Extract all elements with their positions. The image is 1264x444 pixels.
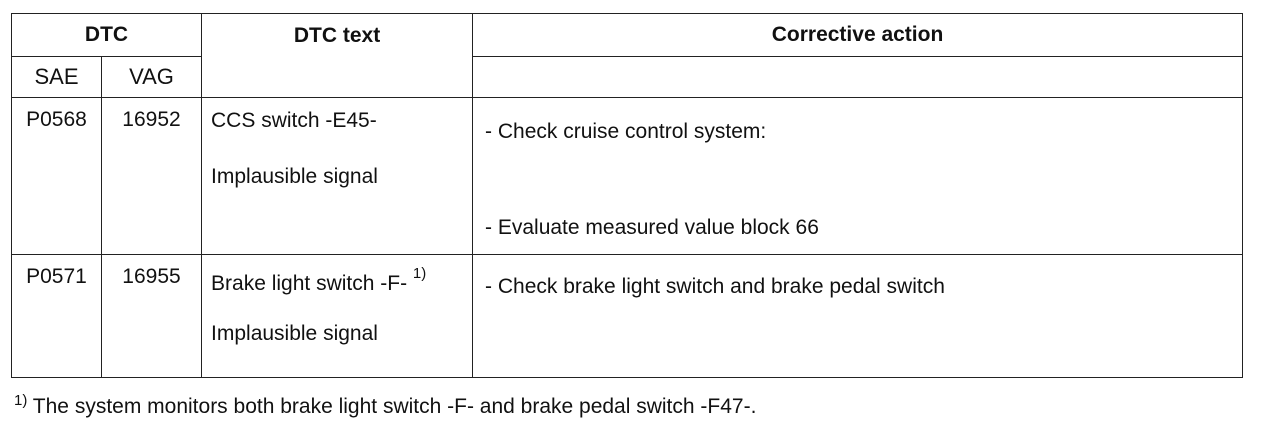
table-row [12,255,1243,378]
dtc-text-line1-text: Brake light switch -F- [211,272,408,295]
header-dtc-text: DTC text [202,14,473,98]
vag-code-cell: 16955 [102,255,202,378]
table-row [12,98,1243,255]
footnote-text: The system monitors both brake light switch -F- and brake pedal switch -F47-. [27,395,757,418]
action-line2: - Evaluate measured value block 66 [485,216,819,239]
footnote [14,392,756,419]
dtc-text-line2: Implausible signal [211,165,378,188]
header-action-empty [473,57,1243,98]
sae-code-cell: P0571 [12,255,102,378]
footnote-marker: 1) [14,392,28,409]
dtc-text-cell [202,255,473,378]
header-corrective-action: Corrective action [473,14,1243,57]
subheader-row [12,57,1243,98]
sae-code-cell: P0568 [12,98,102,255]
header-vag: VAG [102,57,202,98]
dtc-text-line1 [211,265,472,321]
header-dtc: DTC [12,14,202,57]
dtc-table [11,13,1243,378]
dtc-text-line1: CCS switch -E45- [211,109,377,132]
footnote-reference: 1) [412,265,427,282]
vag-code-cell: 16952 [102,98,202,255]
header-row [12,14,1243,57]
dtc-text-line2: Implausible signal [211,322,378,345]
header-sae: SAE [12,57,102,98]
corrective-action-cell [473,98,1243,255]
corrective-action-cell [473,255,1243,378]
action-line1: - Check brake light switch and brake pedal switch [485,275,945,298]
dtc-text-cell [202,98,473,255]
action-line1: - Check cruise control system: [485,120,767,143]
